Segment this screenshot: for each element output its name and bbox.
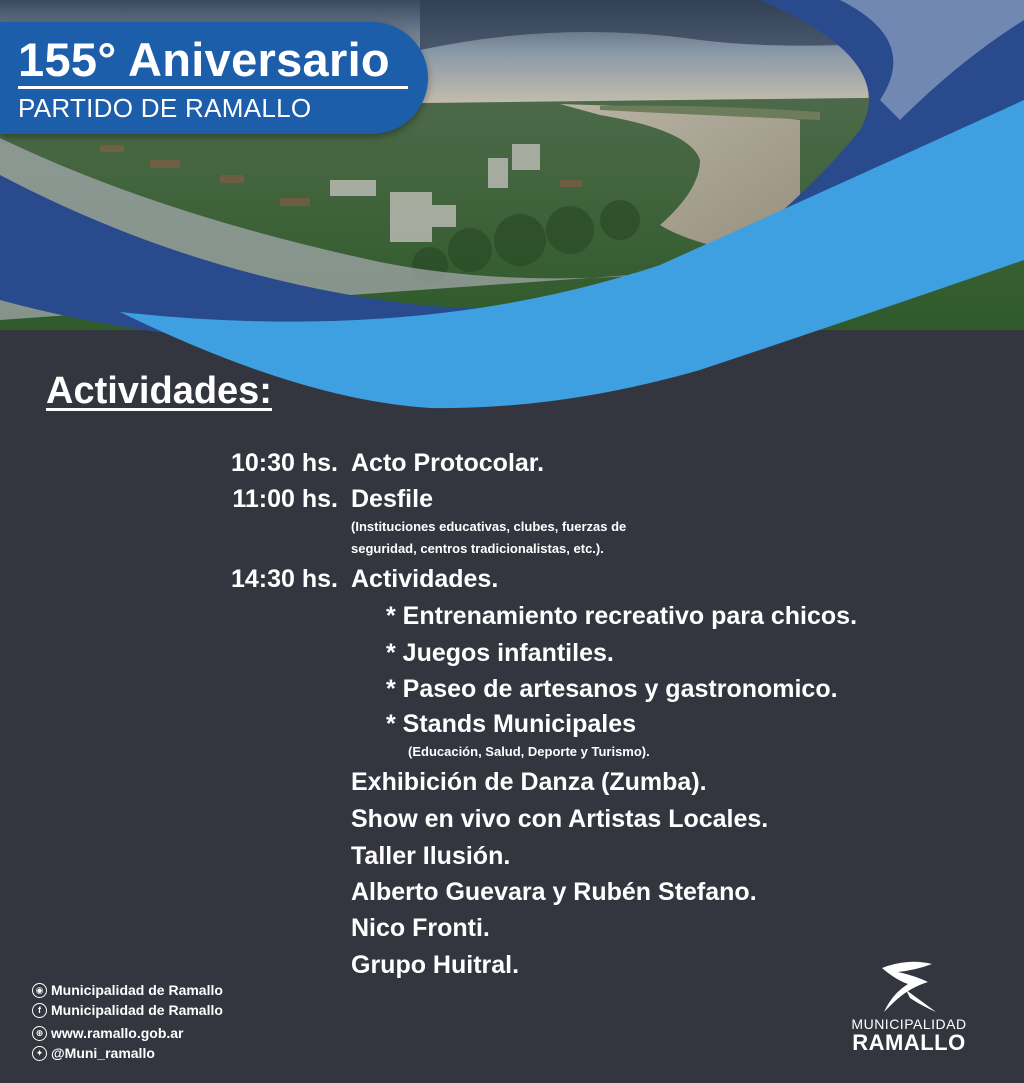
- social-facebook[interactable]: [32, 1002, 223, 1018]
- schedule-time-1: 10:30 hs.: [230, 449, 338, 477]
- page-title: 155° Aniversario: [18, 33, 390, 86]
- more-activity-item: Nico Fronti.: [351, 914, 490, 942]
- social-twitter[interactable]: [32, 1045, 155, 1061]
- instagram-icon: ◉: [32, 983, 47, 998]
- schedule-activity-3: Actividades.: [351, 565, 499, 593]
- municipality-logo: [844, 950, 974, 1060]
- schedule-time-2: 11:00 hs.: [232, 485, 338, 513]
- ramallo-logo-icon: [878, 954, 940, 1014]
- sub-activity-item: * Paseo de artesanos y gastronomico.: [386, 675, 838, 703]
- sub-activity-item: * Entrenamiento recreativo para chicos.: [386, 602, 858, 630]
- schedule-activity-2: Desfile: [351, 485, 433, 513]
- more-activity-item: Grupo Huitral.: [351, 951, 520, 979]
- more-activity-item: Show en vivo con Artistas Locales.: [351, 805, 769, 833]
- logo-text-line-1: MUNICIPALIDAD: [851, 1016, 967, 1032]
- social-website-label: www.ramallo.gob.ar: [51, 1025, 184, 1041]
- desfile-note-line-2: seguridad, centros tradicionalistas, etc.).: [351, 541, 604, 556]
- social-website[interactable]: [32, 1025, 184, 1041]
- twitter-icon: ✦: [32, 1046, 47, 1061]
- desfile-note-line-1: (Instituciones educativas, clubes, fuerzas de: [351, 519, 627, 534]
- social-instagram[interactable]: [32, 982, 223, 998]
- logo-text-line-2: RAMALLO: [852, 1030, 966, 1055]
- social-facebook-label: Municipalidad de Ramallo: [51, 1002, 223, 1018]
- sub-activity-item: * Stands Municipales: [386, 710, 637, 738]
- title-underline: [18, 86, 408, 89]
- social-instagram-label: Municipalidad de Ramallo: [51, 982, 223, 998]
- social-twitter-label: @Muni_ramallo: [51, 1045, 155, 1061]
- globe-icon: ⊕: [32, 1026, 47, 1041]
- stands-note: (Educación, Salud, Deporte y Turismo).: [408, 744, 650, 759]
- sub-activity-item: * Juegos infantiles.: [386, 639, 614, 667]
- facebook-icon: f: [32, 1003, 47, 1018]
- more-activity-item: Alberto Guevara y Rubén Stefano.: [351, 878, 757, 906]
- title-banner: [0, 22, 428, 134]
- schedule-time-3: 14:30 hs.: [230, 565, 338, 593]
- more-activity-item: Taller Ilusión.: [351, 842, 511, 870]
- section-heading: Actividades:: [46, 370, 272, 412]
- page-subtitle: PARTIDO DE RAMALLO: [18, 93, 312, 123]
- schedule-activity-1: Acto Protocolar.: [351, 449, 545, 477]
- more-activity-item: Exhibición de Danza (Zumba).: [351, 768, 707, 796]
